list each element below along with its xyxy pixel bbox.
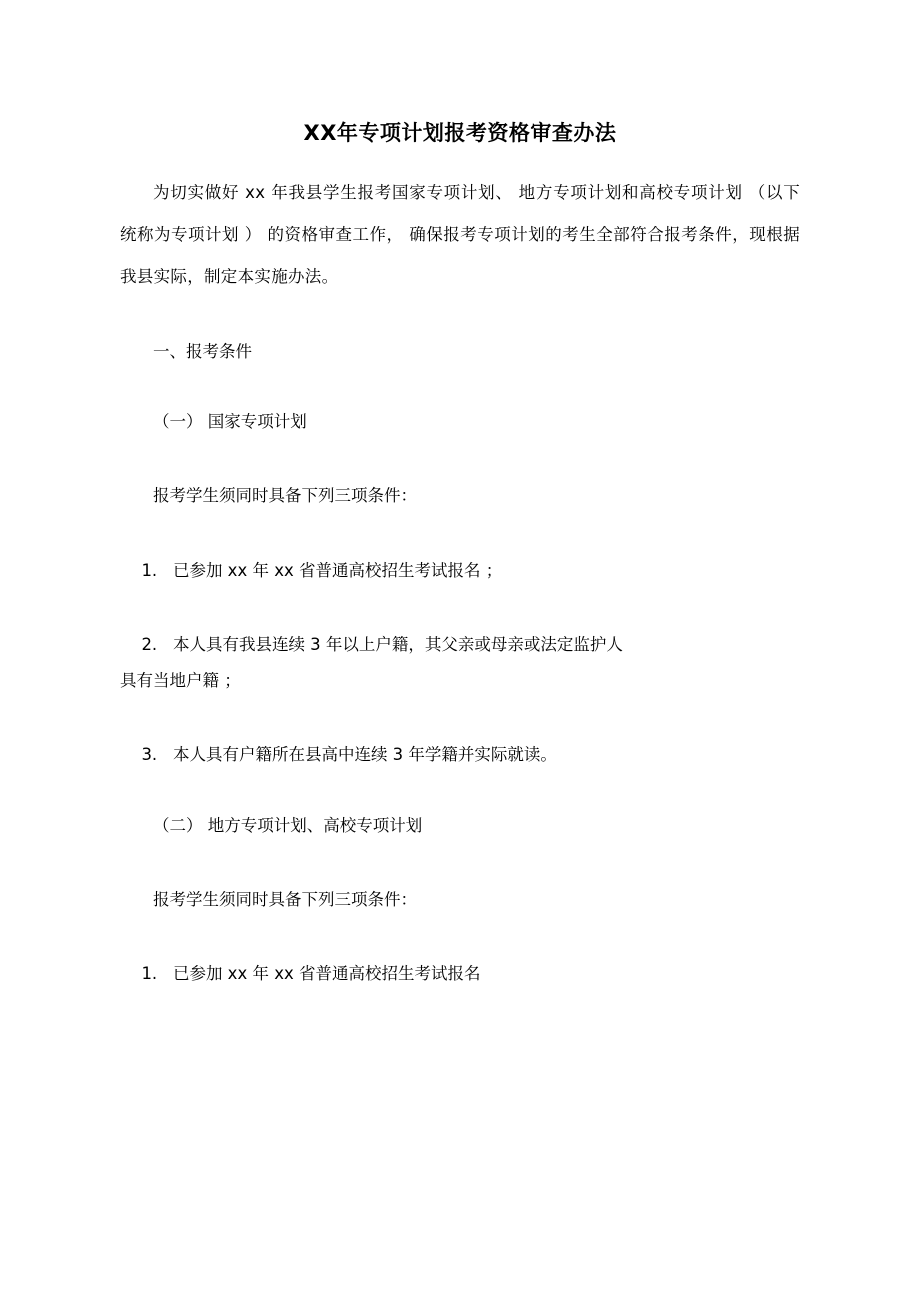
lead-text-two: 报考学生须同时具备下列三项条件： — [153, 890, 417, 910]
intro-paragraph: 为切实做好 xx 年我县学生报考国家专项计划、 地方专项计划和高校专项计划 （以下统称为专项计划 ） 的资格审查工作， 确保报考专项计划的考生全部符合报考条件，现根据我县实际，制定本实施办法。 — [120, 182, 800, 286]
list-item — [120, 627, 800, 700]
subsection-heading-two: （二） 地方专项计划、高校专项计划 — [153, 815, 423, 835]
lead-text-one: 报考学生须同时具备下列三项条件： — [153, 486, 417, 506]
list-item — [120, 737, 800, 773]
list-item-number: 1. — [141, 964, 158, 984]
list-item-text: 本人具有户籍所在县高中连续 3 年学籍并实际就读。 — [172, 745, 557, 765]
list-item-text: 已参加 xx 年 xx 省普通高校招生考试报名 — [172, 964, 481, 984]
list-item-number: 1. — [141, 560, 158, 580]
list-item-text-continued: 具有当地户籍 ； — [120, 671, 241, 691]
section-heading-one: 一、报考条件 — [153, 341, 252, 361]
subsection-heading-one: （一） 国家专项计划 — [153, 411, 307, 431]
list-item — [120, 956, 800, 992]
list-item-number: 2. — [141, 634, 158, 654]
page-title: XX年专项计划报考资格审查办法 — [303, 121, 617, 145]
list-item-text: 本人具有我县连续 3 年以上户籍，其父亲或母亲或法定监护人 — [172, 634, 623, 654]
list-item-number: 3. — [141, 745, 158, 765]
list-item-text: 已参加 xx 年 xx 省普通高校招生考试报名 ； — [172, 560, 503, 580]
list-item — [120, 553, 800, 589]
